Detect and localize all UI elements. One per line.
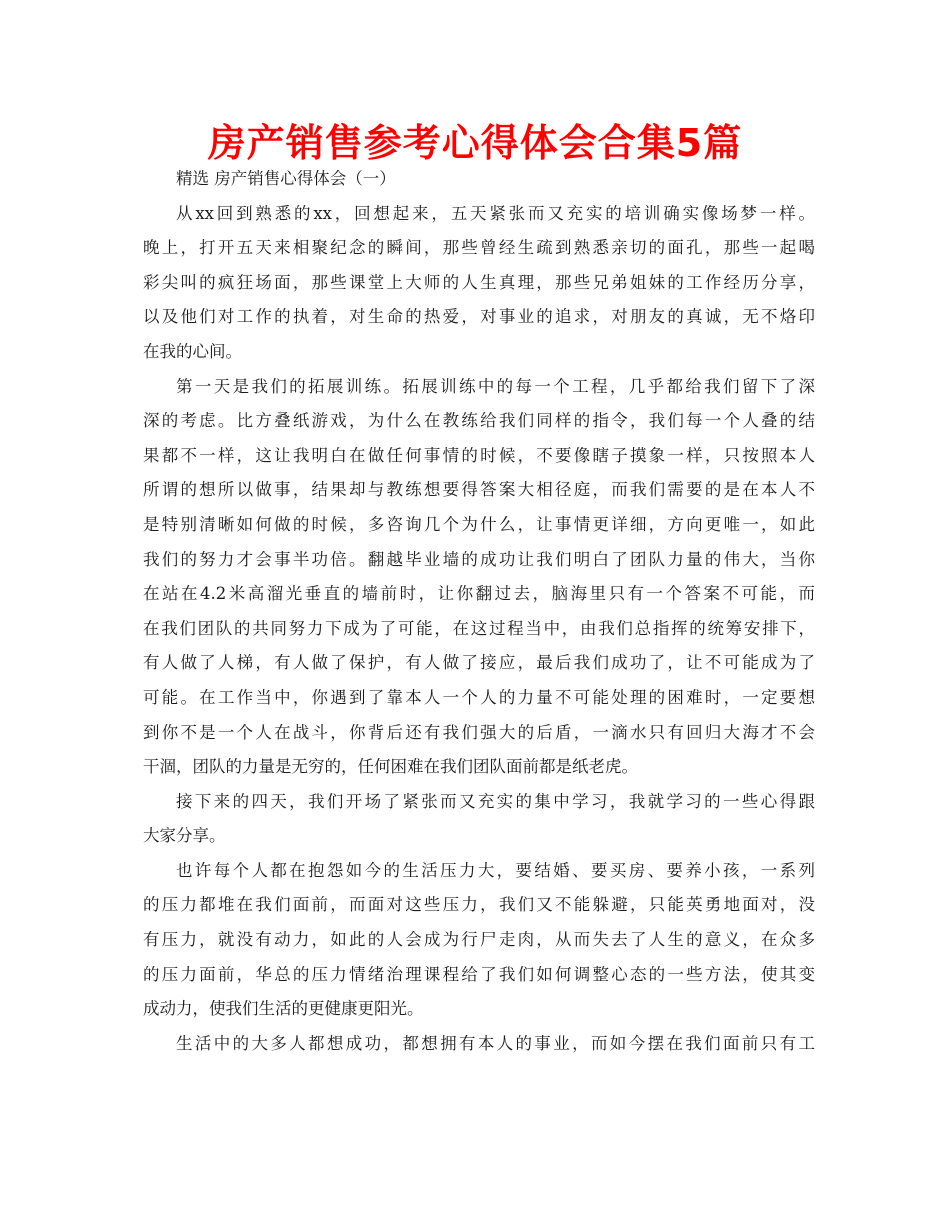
text-line: 在我的心间。 xyxy=(143,341,242,361)
text-line: 所谓的想所以做事，结果却与教练想要得答案大相径庭，而我们需要的是在本人不 xyxy=(143,480,815,500)
text-line: 有人做了人梯，有人做了保护，有人做了接应，最后我们成功了，让不可能成为了 xyxy=(143,653,815,673)
text-line: 精选 房产销售心得体会（一） xyxy=(176,169,396,188)
text-line: 深的考虑。比方叠纸游戏，为什么在教练给我们同样的指令，我们每一个人叠的结 xyxy=(143,411,815,431)
text-line: 以及他们对工作的执着，对生命的热爱，对事业的追求，对朋友的真诚，无不烙印 xyxy=(143,307,815,327)
text-line: 的压力面前，华总的压力情绪治理课程给了我们如何调整心态的一些方法，使其变 xyxy=(143,964,815,984)
document-body xyxy=(143,162,815,1061)
text-line: 我们的努力才会事半功倍。翻越毕业墙的成功让我们明白了团队力量的伟大，当你 xyxy=(143,549,815,569)
text-line: 生活中的大多人都想成功，都想拥有本人的事业，而如今摆在我们面前只有工 xyxy=(176,1033,815,1053)
text-line: 晚上，打开五天来相聚纪念的瞬间，那些曾经生疏到熟悉亲切的面孔，那些一起喝 xyxy=(143,238,815,258)
text-line: 是特别清晰如何做的时候，多咨询几个为什么，让事情更详细，方向更唯一，如此 xyxy=(143,514,815,534)
text-line: 到你不是一个人在战斗，你背后还有我们强大的后盾，一滴水只有回归大海才不会 xyxy=(143,722,815,742)
text-line: 在我们团队的共同努力下成为了可能，在这过程当中，由我们总指挥的统筹安排下， xyxy=(143,618,815,638)
text-line: 的压力都堆在我们面前，而面对这些压力，我们又不能躲避，只能英勇地面对，没 xyxy=(143,895,815,915)
text-line: 在站在4.2米高溜光垂直的墙前时，让你翻过去，脑海里只有一个答案不可能，而 xyxy=(143,584,815,604)
text-line: 大家分享。 xyxy=(143,826,226,846)
document-title: 房产销售参考心得体会合集5篇 xyxy=(207,121,743,165)
text-line: 果都不一样，这让我明白在做任何事情的时候，不要像瞎子摸象一样，只按照本人 xyxy=(143,445,815,465)
text-line: 接下来的四天，我们开场了紧张而又充实的集中学习，我就学习的一些心得跟 xyxy=(176,791,815,811)
text-line: 也许每个人都在抱怨如今的生活压力大，要结婚、要买房、要养小孩，一系列 xyxy=(176,860,815,880)
text-line: 干涸，团队的力量是无穷的，任何困难在我们团队面前都是纸老虎。 xyxy=(143,757,638,777)
text-line: 成动力，使我们生活的更健康更阳光。 xyxy=(143,999,424,1019)
text-line: 有压力，就没有动力，如此的人会成为行尸走肉，从而失去了人生的意义，在众多 xyxy=(143,930,815,950)
text-line: 可能。在工作当中，你遇到了靠本人一个人的力量不可能处理的困难时，一定要想 xyxy=(143,687,815,707)
text-line: 从xx回到熟悉的xx，回想起来，五天紧张而又充实的培训确实像场梦一样。 xyxy=(176,203,815,223)
text-line: 第一天是我们的拓展训练。拓展训练中的每一个工程，几乎都给我们留下了深 xyxy=(176,376,815,396)
text-line: 彩尖叫的疯狂场面，那些课堂上大师的人生真理，那些兄弟姐妹的工作经历分享， xyxy=(143,272,815,292)
